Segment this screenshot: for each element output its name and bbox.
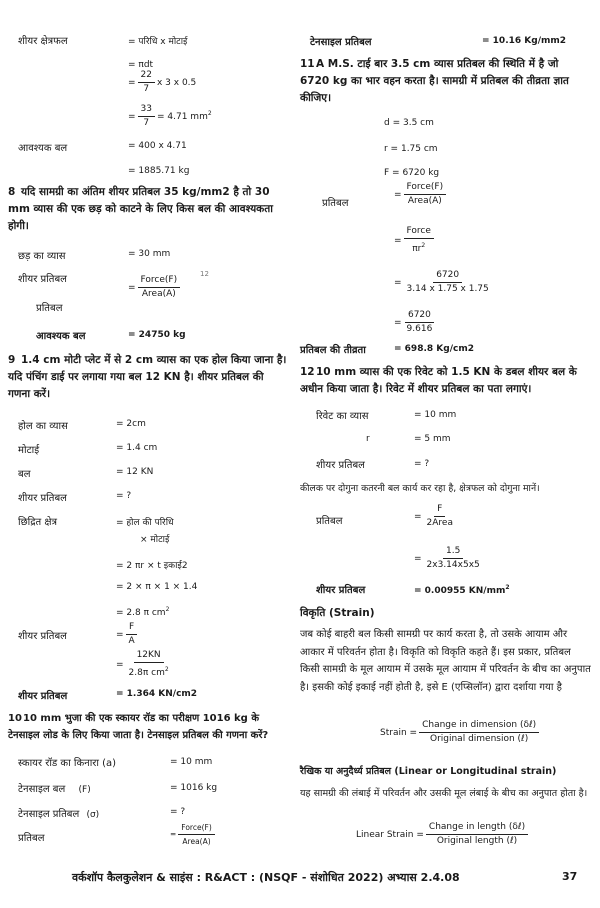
r2-val: = 5 mm (414, 434, 451, 444)
q12-fraction-2: = $\frac{1.5}{2x3.14x5x5}$ (414, 546, 480, 570)
q8-stray-mark: 12 (200, 270, 209, 278)
q9-answer-label: शीयर प्रतिबल (18, 691, 68, 702)
rod-dia-label: छड़ का व्यास (18, 251, 66, 262)
stress-label-11: प्रतिबल (322, 198, 349, 209)
f-val: F = 6720 kg (384, 168, 440, 178)
page-number: 37 (562, 870, 578, 883)
q11-fraction-4: = $\frac{6720}{9.616}$ (394, 310, 433, 334)
req-force-eq2: = 1885.71 kg (128, 166, 190, 176)
rivet-dia-val: = 10 mm (414, 410, 457, 420)
question-8: 8 यदि सामग्री का अंतिम शीयर प्रतिबल 35 kg/mm2 है तो 30 mm व्यास की एक छड़ को काटने के लिए किस बल की आवश्यकता होगी। (8, 186, 273, 232)
pi-dt: = πdt (128, 60, 154, 70)
ss-label: शीयर प्रतिबल (316, 460, 365, 471)
shear-stress-label: शीयर प्रतिबल (18, 274, 67, 285)
force-label: बल (18, 469, 31, 480)
strain-paragraph: जब कोई बाहरी बल किसी सामग्री पर कार्य करता है, तो उसके आयाम और आकार में परिवर्तन होता है। विकृति को विकृति कहते हैं। इस प्रकार, प्रतिबल किसी सामग्री के मूल आयाम में उसके मूल आयाम में परिवर्तन के बीच का अनुपात है। इसकी कोई इकाई नहीं होती है, इसे E (एप्सिलॉन) द्वारा दर्शाया गया है (300, 629, 591, 693)
shear-area-eq: = परिधि x मोटाई (128, 37, 188, 47)
q8-answer-val: = 24750 kg (128, 330, 186, 340)
ss-answer-val: = 0.00955 $KN/mm^2$ (414, 584, 510, 596)
tens-stress-val: = ? (170, 807, 186, 817)
intensity-label: प्रतिबल की तीव्रता (300, 345, 366, 356)
pierced-label: छिद्रित क्षेत्र (18, 517, 58, 528)
tens-val: = 10.16 Kg/mm2 (482, 36, 566, 46)
rivet-note: कीलक पर दोगुना कतरनी बल कार्य कर रहा है, क्षेत्रफल को दोगुना मानें। (300, 483, 540, 494)
q10-fraction: = $\frac{\text{Force(F)}}{\text{Area(A)}}$ (170, 822, 217, 847)
q9-ss-val: = ? (116, 491, 132, 501)
force-val: = 12 KN (116, 467, 154, 477)
q10-stress-label: प्रतिबल (18, 833, 45, 844)
r-label: r (366, 434, 370, 444)
q8-fraction: = $\frac{\text{Force(F)}}{\text{Area(A)}}$ (128, 275, 182, 300)
ss-answer-label: शीयर प्रतिबल (316, 585, 366, 596)
q11-fraction-2: = $\frac{\text{Force}}{\pi r^2}$ (394, 226, 436, 255)
hole-dia-val: = 2cm (116, 419, 146, 429)
rivet-dia-label: रिवेट का व्यास (316, 411, 369, 422)
question-11: 11A M.S. टाई बार 3.5 cm व्यास प्रतिबल की स्थिति में है जो 6720 kg का भार वहन करता है। सामग्री में प्रतिबल की तीव्रता ज्ञात कीजिए। (300, 58, 569, 104)
q9-fraction-12kn: = $\frac{12KN}{2.8\pi cm^2}$ (116, 650, 169, 678)
hole-dia-label: होल का व्यास (18, 421, 68, 432)
tens-stress-label: टेनसाइल प्रतिबल (σ) (18, 809, 100, 820)
thick-label: मोटाई (18, 445, 40, 456)
pierced-eq3: = 2 πr × t इकाई2 (116, 561, 188, 571)
pierced-eq4: = 2 × π × 1 × 1.4 (116, 582, 198, 592)
q9-fraction-f-a: = $\frac{F}{A}$ (116, 622, 140, 647)
req-force-eq1: = 400 x 4.71 (128, 141, 187, 151)
thick-val: = 1.4 cm (116, 443, 158, 453)
fraction-33-7: = $\frac{33}{7}$ = 4.71 $mm^2$ (128, 104, 212, 128)
tens-label: टेनसाइल प्रतिबल (310, 37, 372, 48)
linear-equation: Linear Strain = $\frac{\text{Change in length (δℓ)}}{\text{Original length (ℓ)}}$ (356, 822, 530, 847)
question-12: 1210 mm व्यास की एक रिवेट को 1.5 KN के डबल शीयर बल के अधीन किया जाता है। रिवेट में शीयर प्रतिबल का पता लगाएं। (300, 366, 577, 395)
question-10: 1010 mm भुजा की एक स्कायर रॉड का परीक्षण 1016 kg के टेनसाइल लोड के लिए किया जाता है। टेनसाइल प्रतिबल की गणना करें? (8, 713, 269, 741)
sq-edge-label: स्कायर रॉड का किनारा (a) (18, 758, 117, 769)
intensity-val: = 698.8 Kg/cm2 (394, 344, 474, 354)
ss-val: = ? (414, 459, 430, 469)
q11-fraction-3: = $\frac{6720}{3.14 x 1.75 x 1.75}$ (394, 270, 489, 294)
req-force-label: आवश्यक बल (18, 143, 68, 154)
q9-ss2-label: शीयर प्रतिबल (18, 631, 67, 642)
footer-title: वर्कशॉप कैलकुलेशन & साइंस : R&ACT : (NSQF - संशोधित 2022) अभ्यास 2.4.08 (72, 871, 460, 884)
tens-force-val: = 1016 kg (170, 783, 218, 793)
fraction-22-7: = $\frac{22}{7}$ x 3 x 0.5 (128, 70, 197, 94)
q8-answer-label: आवश्यक बल (36, 331, 86, 342)
d-val: d = 3.5 cm (384, 118, 434, 128)
rod-dia-val: = 30 mm (128, 249, 171, 259)
pierced-eq5: = 2.8 π $cm^2$ (116, 606, 170, 618)
shear-area-label: शीयर क्षेत्रफल (18, 36, 68, 47)
linear-heading: रैखिक या अनुदैर्ध्य प्रतिबल (Linear or Longitudinal strain) (300, 766, 557, 777)
r-val: r = 1.75 cm (384, 144, 438, 154)
pierced-eq1: = होल की परिधि (116, 518, 174, 528)
question-9: 9 1.4 cm मोटी प्लेट में से 2 cm व्यास का एक होल किया जाना है। यदि पंचिंग डाई पर लगाया गया बल 12 KN है। शीयर प्रतिबल की गणना करें। (8, 354, 287, 400)
stress-label: प्रतिबल (36, 303, 63, 314)
q11-fraction-1: = $\frac{\text{Force(F)}}{\text{Area(A)}}$ (394, 182, 448, 207)
sq-edge-val: = 10 mm (170, 757, 213, 767)
strain-equation: Strain = $\frac{\text{Change in dimension (δℓ)}}{\text{Original dimension (ℓ)}}$ (380, 720, 541, 745)
pierced-eq2: × मोटाई (140, 535, 170, 545)
strain-heading: विकृति (Strain) (300, 607, 375, 619)
stress2-label: प्रतिबल (316, 516, 343, 527)
linear-paragraph: यह सामग्री की लंबाई में परिवर्तन और उसकी मूल लंबाई के बीच का अनुपात होता है। (300, 788, 588, 799)
q9-answer-val: = 1.364 KN/cm2 (116, 689, 198, 699)
q12-fraction-1: = $\frac{F}{\text{2Area}}$ (414, 504, 453, 528)
tens-force-label: टेनसाइल बल (F) (18, 784, 91, 795)
q9-ss-label: शीयर प्रतिबल (18, 493, 67, 504)
